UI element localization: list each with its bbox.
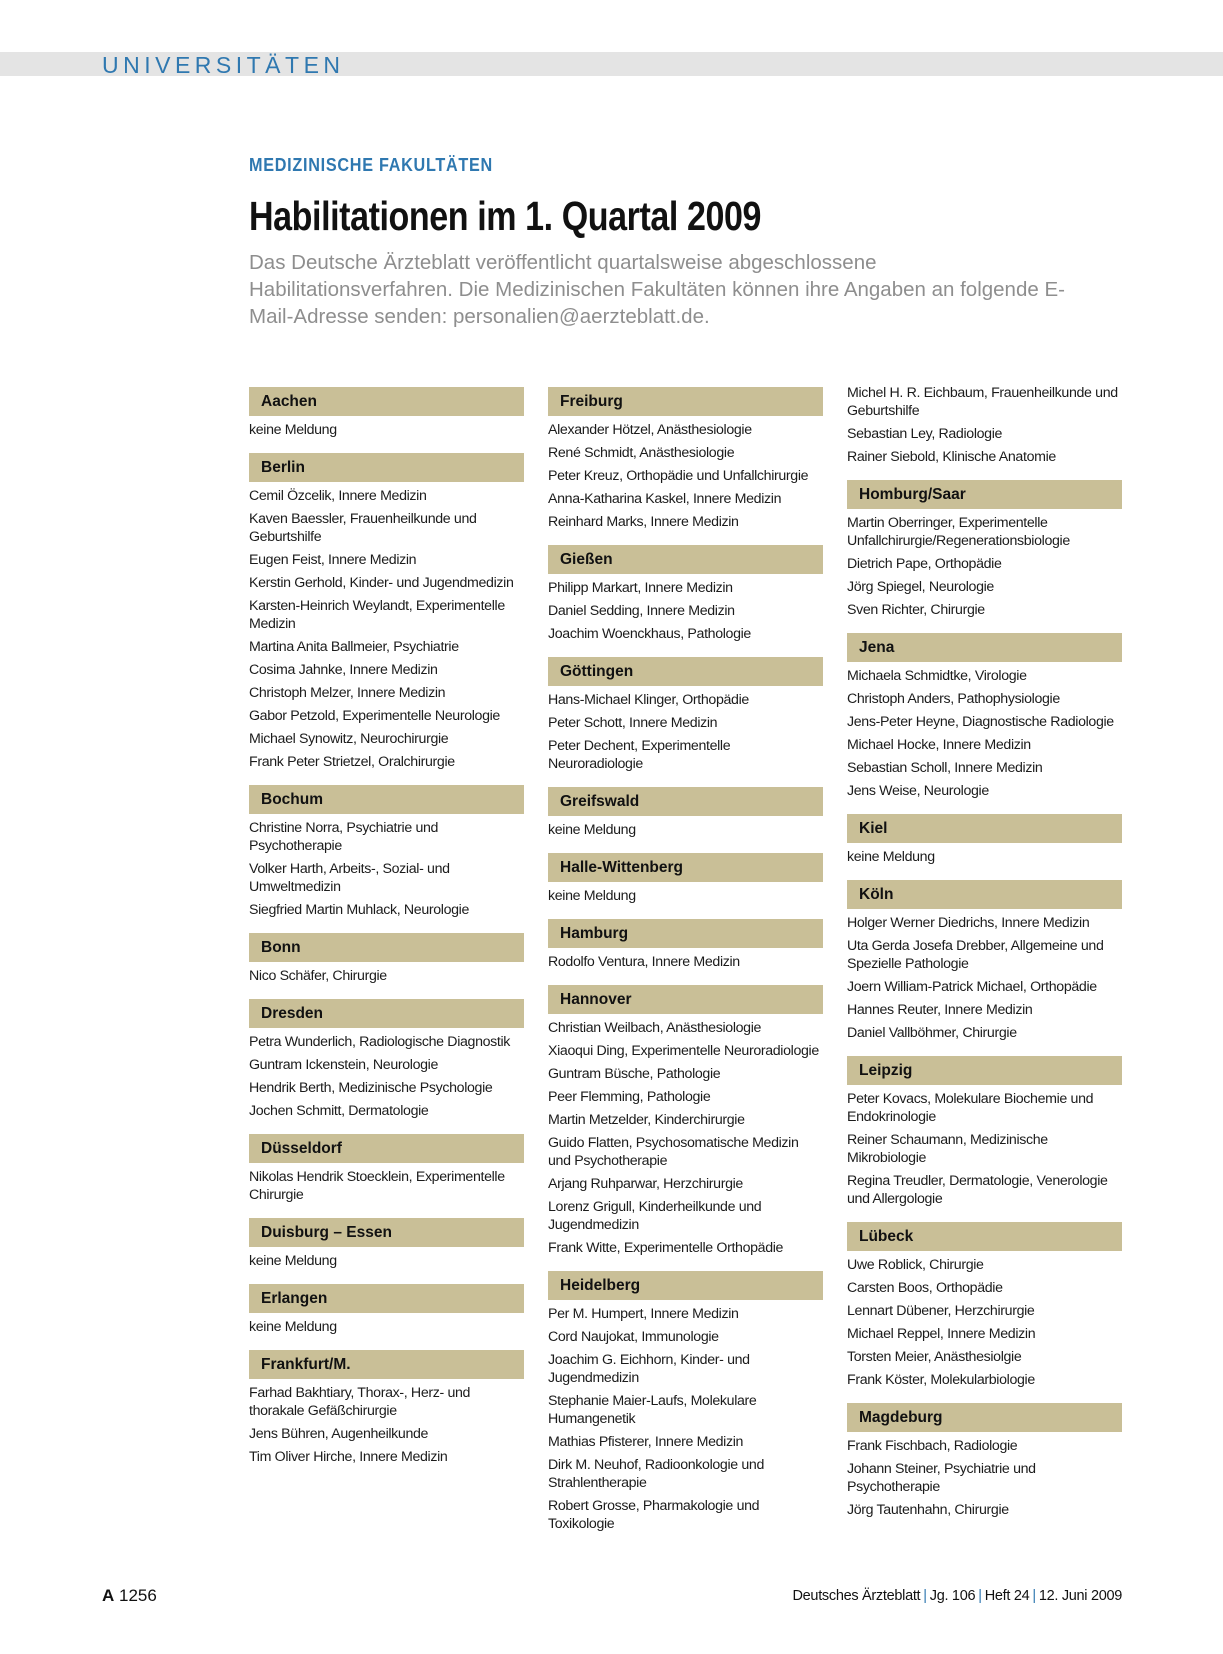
habilitation-entry: Jens-Peter Heyne, Diagnostische Radiologie [847,714,1114,730]
university-section [548,657,823,773]
publication-footer [793,1588,1123,1604]
habilitation-entry: Carsten Boos, Orthopädie [847,1280,1003,1296]
habilitation-entry: Rainer Siebold, Klinische Anatomie [847,449,1056,465]
university-section [249,387,524,439]
habilitation-entry: Martin Oberringer, Experimentelle Unfallchirurgie/Regenerationsbiologie [847,515,1070,549]
university-section [548,545,823,643]
separator: | [978,1588,982,1604]
habilitation-entry: Christian Weilbach, Anästhesiologie [548,1020,762,1036]
kicker: MEDIZINISCHE FAKULTÄTEN [249,155,493,175]
university-header: Hannover [548,985,823,1014]
habilitation-entry: Mathias Pfisterer, Innere Medizin [548,1434,744,1450]
habilitation-entry: Daniel Vallböhmer, Chirurgie [847,1025,1017,1041]
habilitation-entry: Peter Kreuz, Orthopädie und Unfallchirurgie [548,468,809,484]
habilitation-entry: keine Meldung [249,1253,337,1269]
habilitation-entry: Gabor Petzold, Experimentelle Neurologie [249,708,500,724]
university-section [249,785,524,919]
habilitation-entry: Kerstin Gerhold, Kinder- und Jugendmedizin [249,575,514,591]
habilitation-entry: Anna-Katharina Kaskel, Innere Medizin [548,491,782,507]
university-header: Düsseldorf [249,1134,524,1163]
habilitation-entry: Reinhard Marks, Innere Medizin [548,514,739,530]
university-header: Leipzig [847,1056,1122,1085]
habilitation-entry: keine Meldung [249,422,337,438]
habilitation-entry: Daniel Sedding, Innere Medizin [548,603,735,619]
journal-name: Deutsches Ärzteblatt [792,1588,921,1604]
habilitation-entry: Peer Flemming, Pathologie [548,1089,711,1105]
habilitation-entry: Jochen Schmitt, Dermatologie [249,1103,429,1119]
habilitation-entry: Sebastian Scholl, Innere Medizin [847,760,1043,776]
habilitation-entry: Peter Dechent, Experimentelle Neuroradiologie [548,738,731,772]
habilitation-entry: Dirk M. Neuhof, Radioonkologie und Strahlentherapie [548,1457,765,1491]
university-section [548,787,823,839]
habilitation-entry: Dietrich Pape, Orthopädie [847,556,1002,572]
issue-date: 12. Juni 2009 [1038,1588,1122,1604]
column-1 [249,387,524,1480]
habilitation-entry: Martina Anita Ballmeier, Psychiatrie [249,639,459,655]
university-header: Jena [847,633,1122,662]
university-header: Kiel [847,814,1122,843]
university-header: Aachen [249,387,524,416]
university-section [847,480,1122,619]
habilitation-entry: Torsten Meier, Anästhesiolgie [847,1349,1022,1365]
university-section [847,384,1122,466]
university-header: Duisburg – Essen [249,1218,524,1247]
university-header: Bochum [249,785,524,814]
separator: | [1032,1588,1036,1604]
habilitation-entry: Per M. Humpert, Innere Medizin [548,1306,739,1322]
habilitation-entry: Hannes Reuter, Innere Medizin [847,1002,1033,1018]
habilitation-entry: Lennart Dübener, Herzchirurgie [847,1303,1035,1319]
university-section [847,633,1122,800]
university-header: Berlin [249,453,524,482]
university-section [548,1271,823,1533]
habilitation-entry: Michael Hocke, Innere Medizin [847,737,1031,753]
section-label: UNIVERSITÄTEN [102,52,345,78]
university-header: Frankfurt/M. [249,1350,524,1379]
intro-text: Das Deutsche Ärzteblatt veröffentlicht quartalsweise abgeschlossene Habilitationsverfahren. Die Medizinischen Fakultäten können ihre Angaben an folgende E-Mail-Adresse senden: personalien@aerzteblatt.de. [249,251,1065,328]
habilitation-entry: Joachim Woenckhaus, Pathologie [548,626,751,642]
habilitation-entry: Rodolfo Ventura, Innere Medizin [548,954,740,970]
page-number: 1256 [119,1586,157,1605]
habilitation-entry: Lorenz Grigull, Kinderheilkunde und Jugendmedizin [548,1199,762,1233]
university-header: Köln [847,880,1122,909]
habilitation-entry: Martin Metzelder, Kinderchirurgie [548,1112,745,1128]
habilitation-entry: Robert Grosse, Pharmakologie und Toxikologie [548,1498,760,1532]
university-section [548,985,823,1257]
habilitation-entry: Peter Schott, Innere Medizin [548,715,718,731]
habilitation-entry: Sebastian Ley, Radiologie [847,426,1003,442]
habilitation-entry: Cord Naujokat, Immunologie [548,1329,719,1345]
habilitation-entry: keine Meldung [548,822,636,838]
habilitation-entry: Siegfried Martin Muhlack, Neurologie [249,902,470,918]
habilitation-entry: Regina Treudler, Dermatologie, Venerologie und Allergologie [847,1173,1108,1207]
habilitation-entry: Frank Fischbach, Radiologie [847,1438,1018,1454]
habilitation-entry: Stephanie Maier-Laufs, Molekulare Humangenetik [548,1393,757,1427]
habilitation-entry: Holger Werner Diedrichs, Innere Medizin [847,915,1090,931]
university-section [548,919,823,971]
habilitation-entry: keine Meldung [847,849,935,865]
university-section [847,1403,1122,1519]
habilitation-entry: keine Meldung [548,888,636,904]
university-section [249,1134,524,1204]
habilitation-entry: Kaven Baessler, Frauenheilkunde und Geburtshilfe [249,511,477,545]
habilitation-entry: Guido Flatten, Psychosomatische Medizin und Psychotherapie [548,1135,799,1169]
habilitation-entry: Michael Reppel, Innere Medizin [847,1326,1036,1342]
university-section [847,1056,1122,1208]
habilitation-entry: Reiner Schaumann, Medizinische Mikrobiologie [847,1132,1048,1166]
university-header: Freiburg [548,387,823,416]
habilitation-entry: Peter Kovacs, Molekulare Biochemie und Endokrinologie [847,1091,1094,1125]
habilitation-entry: Frank Peter Strietzel, Oralchirurgie [249,754,455,770]
habilitation-entry: Jens Bühren, Augenheilkunde [249,1426,429,1442]
habilitation-entry: Johann Steiner, Psychiatrie und Psychotherapie [847,1461,1036,1495]
page-prefix: A [102,1586,115,1605]
habilitation-entry: Nikolas Hendrik Stoecklein, Experimentelle Chirurgie [249,1169,505,1203]
university-section [847,880,1122,1042]
habilitation-entry: Sven Richter, Chirurgie [847,602,985,618]
issue: Heft 24 [984,1588,1030,1604]
university-header: Erlangen [249,1284,524,1313]
habilitation-entry: Christine Norra, Psychiatrie und Psychotherapie [249,820,439,854]
habilitation-entry: Joachim G. Eichhorn, Kinder- und Jugendmedizin [548,1352,750,1386]
university-header: Halle-Wittenberg [548,853,823,882]
university-section [548,853,823,905]
university-section [847,1222,1122,1389]
habilitation-entry: Guntram Büsche, Pathologie [548,1066,721,1082]
university-section [847,814,1122,866]
university-header: Dresden [249,999,524,1028]
habilitation-entry: Frank Köster, Molekularbiologie [847,1372,1035,1388]
habilitation-entry: Volker Harth, Arbeits-, Sozial- und Umweltmedizin [249,861,450,895]
university-section [249,999,524,1120]
university-header: Gießen [548,545,823,574]
university-header: Lübeck [847,1222,1122,1251]
habilitation-entry: Cosima Jahnke, Innere Medizin [249,662,438,678]
university-header: Heidelberg [548,1271,823,1300]
column-2 [548,387,823,1547]
volume: Jg. 106 [929,1588,976,1604]
habilitation-entry: Hendrik Berth, Medizinische Psychologie [249,1080,493,1096]
habilitation-entry: Jörg Tautenhahn, Chirurgie [847,1502,1009,1518]
habilitation-entry: keine Meldung [249,1319,337,1335]
habilitation-entry: Michaela Schmidtke, Virologie [847,668,1027,684]
university-section [249,933,524,985]
habilitation-entry: Philipp Markart, Innere Medizin [548,580,733,596]
habilitation-entry: Michel H. R. Eichbaum, Frauenheilkunde und Geburtshilfe [847,385,1118,419]
university-header: Hamburg [548,919,823,948]
habilitation-entry: Eugen Feist, Innere Medizin [249,552,417,568]
habilitation-entry: Tim Oliver Hirche, Innere Medizin [249,1449,448,1465]
habilitation-entry: Petra Wunderlich, Radiologische Diagnostik [249,1034,511,1050]
column-3 [847,384,1122,1533]
habilitation-entry: Nico Schäfer, Chirurgie [249,968,387,984]
habilitation-entry: Uwe Roblick, Chirurgie [847,1257,984,1273]
university-section [249,1218,524,1270]
university-header: Göttingen [548,657,823,686]
habilitation-entry: Arjang Ruhparwar, Herzchirurgie [548,1176,743,1192]
habilitation-entry: Joern William-Patrick Michael, Orthopädie [847,979,1097,995]
habilitation-entry: Jens Weise, Neurologie [847,783,989,799]
separator: | [923,1588,927,1604]
university-section [249,453,524,771]
habilitation-entry: Christoph Melzer, Innere Medizin [249,685,446,701]
habilitation-entry: Alexander Hötzel, Anästhesiologie [548,422,752,438]
university-section [249,1350,524,1466]
habilitation-entry: Jörg Spiegel, Neurologie [847,579,994,595]
habilitation-entry: Cemil Özcelik, Innere Medizin [249,488,427,504]
habilitation-entry: Farhad Bakhtiary, Thorax-, Herz- und thorakale Gefäßchirurgie [249,1385,471,1419]
page-folio [102,1586,157,1606]
habilitation-entry: Uta Gerda Josefa Drebber, Allgemeine und Spezielle Pathologie [847,938,1104,972]
habilitation-entry: Christoph Anders, Pathophysiologie [847,691,1060,707]
university-header: Bonn [249,933,524,962]
headline: Habilitationen im 1. Quartal 2009 [249,193,762,239]
university-header: Magdeburg [847,1403,1122,1432]
habilitation-entry: Michael Synowitz, Neurochirurgie [249,731,449,747]
habilitation-entry: Xiaoqui Ding, Experimentelle Neuroradiologie [548,1043,819,1059]
habilitation-entry: Karsten-Heinrich Weylandt, Experimentelle Medizin [249,598,505,632]
habilitation-entry: Hans-Michael Klinger, Orthopädie [548,692,749,708]
habilitation-entry: Guntram Ickenstein, Neurologie [249,1057,439,1073]
university-header: Homburg/Saar [847,480,1122,509]
university-section [249,1284,524,1336]
university-header: Greifswald [548,787,823,816]
university-section [548,387,823,531]
habilitation-entry: René Schmidt, Anästhesiologie [548,445,735,461]
habilitation-entry: Frank Witte, Experimentelle Orthopädie [548,1240,784,1256]
